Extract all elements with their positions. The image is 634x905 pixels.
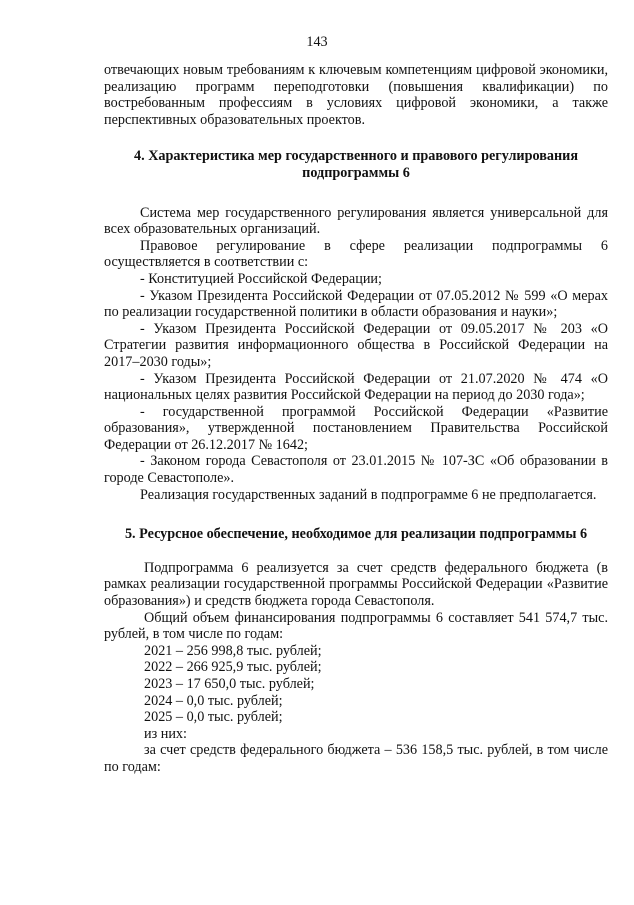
section-5-title: 5. Ресурсное обеспечение, необходимое для реализации подпрограммы 6 [124,526,588,543]
legal-basis-item: - государственной программой Российской Федерации «Развитие образования», утвержденной постановлением Правительства Российской Федерации от 26.12.2017 № 1642; [104,403,608,453]
legal-basis-item: - Указом Президента Российской Федерации от 07.05.2012 № 599 «О мерах по реализации государственной политики в области образования и науки»; [104,287,608,321]
section-4-title: 4. Характеристика мер государственного и правового регулирования подпрограммы 6 [134,148,578,181]
funding-year-item: 2024 – 0,0 тыс. рублей; [144,692,283,709]
funding-year-item: 2021 – 256 998,8 тыс. рублей; [144,642,322,659]
page-number: 143 [306,34,328,50]
section-5-paragraph-1: Подпрограмма 6 реализуется за счет средств федерального бюджета (в рамках реализации государственной программы Российской Федерации «Развитие образования») и средств бюджета города Севастополя. [104,559,608,610]
legal-basis-item: - Указом Президента Российской Федерации от 21.07.2020 № 474 «О национальных целях развития Российской Федерации на период до 2030 года»; [104,370,608,404]
legal-basis-item: - Указом Президента Российской Федерации от 09.05.2017 № 203 «О Стратегии развития информационного общества в Российской Федерации на 2017–2030 годы»; [104,320,608,370]
funding-year-item: 2023 – 17 650,0 тыс. рублей; [144,676,315,692]
funding-year-item: 2025 – 0,0 тыс. рублей; [144,709,283,726]
document-body [104,62,608,776]
funding-year-item: 2022 – 266 925,9 тыс. рублей; [144,659,322,676]
legal-basis-item: - Конституцией Российской Федерации; [140,270,382,287]
legal-basis-item: - Законом города Севастополя от 23.01.2015 № 107-ЗС «Об образовании в городе Севастополе». [104,453,608,487]
section-4-paragraph-2: Правовое регулирование в сфере реализации подпрограммы 6 осуществляется в соответствии с: [104,237,608,271]
section-5-paragraph-3: за счет средств федерального бюджета – 536 158,5 тыс. рублей, в том числе по годам: [104,742,608,775]
section-5-paragraph-2: Общий объем финансирования подпрограммы 6 составляет 541 574,7 тыс. рублей, в том числе по годам: [104,609,608,643]
section-4-paragraph-3: Реализация государственных заданий в подпрограмме 6 не предполагается. [140,486,597,503]
intro-paragraph: отвечающих новым требованиям к ключевым компетенциям цифровой экономики, реализацию программ переподготовки (повышения квалификации) по востребованным профессиям в условиях цифровой экономики, а также перспективных образовательных проектов. [104,62,608,128]
section-4-paragraph-1: Система мер государственного регулирования является универсальной для всех образовательных организаций. [104,204,608,238]
of-which-label: из них: [144,725,187,742]
